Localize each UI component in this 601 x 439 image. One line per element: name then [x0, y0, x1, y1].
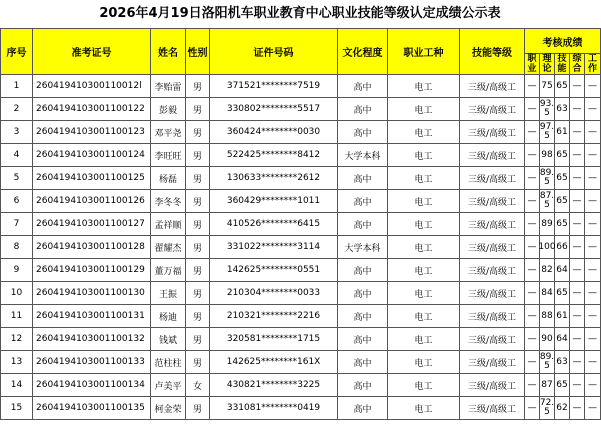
cell-skill: 65: [555, 75, 570, 98]
cell-theory-part: 100: [538, 241, 556, 252]
cell-gender: 男: [186, 167, 210, 190]
cell-name: 柯金荣: [151, 397, 186, 420]
cell-skill: 66: [555, 236, 570, 259]
header-skill-char: 能: [557, 64, 567, 74]
cell-theory-part: 72.: [539, 398, 555, 408]
table-row: [1, 259, 601, 282]
cell-id-no: 522425********8412: [210, 144, 338, 167]
cell-gender: 男: [186, 397, 210, 420]
cell-level: 三级/高级工: [460, 328, 525, 351]
cell-theory-part: 87: [541, 379, 553, 390]
cell-name: 李旺旺: [151, 144, 186, 167]
header-theory-char: 理: [542, 54, 552, 64]
cell-seq: 13: [1, 351, 33, 374]
cell-job: 电工: [388, 351, 460, 374]
cell-level: 三级/高级工: [460, 259, 525, 282]
cell-comprehensive: —: [570, 351, 585, 374]
cell-vocational: —: [525, 397, 540, 420]
cell-seq: 4: [1, 144, 33, 167]
cell-theory: [540, 282, 555, 305]
cell-id-no: 430821********3225: [210, 374, 338, 397]
cell-level: 三级/高级工: [460, 236, 525, 259]
cell-id-no: 371521********7519: [210, 75, 338, 98]
header-scores-group: 考核成绩: [525, 29, 601, 54]
cell-theory-part: 84: [541, 287, 553, 298]
cell-skill: 64: [555, 328, 570, 351]
cell-theory-part: 93.: [539, 99, 555, 109]
cell-theory: [540, 397, 555, 420]
cell-vocational: —: [525, 236, 540, 259]
cell-exam-no: 2604194103001100131: [33, 305, 151, 328]
cell-vocational: —: [525, 282, 540, 305]
cell-job: 电工: [388, 328, 460, 351]
cell-id-no: 210304********0033: [210, 282, 338, 305]
cell-gender: 男: [186, 351, 210, 374]
cell-education: 高中: [338, 397, 388, 420]
cell-gender: 男: [186, 98, 210, 121]
cell-work: —: [585, 374, 601, 397]
cell-skill: 65: [555, 213, 570, 236]
table-row: [1, 328, 601, 351]
cell-job: 电工: [388, 259, 460, 282]
table-body: [1, 75, 601, 420]
table-row: [1, 351, 601, 374]
cell-seq: 9: [1, 259, 33, 282]
header-theory: [540, 54, 555, 75]
cell-level: 三级/高级工: [460, 282, 525, 305]
cell-id-no: 360429********1011: [210, 190, 338, 213]
cell-name: 卢美平: [151, 374, 186, 397]
results-table: [0, 28, 601, 420]
cell-theory: [540, 259, 555, 282]
cell-vocational: —: [525, 213, 540, 236]
cell-id-no: 410526********6415: [210, 213, 338, 236]
cell-theory-part: 89.: [539, 352, 555, 362]
cell-education: 高中: [338, 213, 388, 236]
table-row: [1, 98, 601, 121]
table-row: [1, 144, 601, 167]
cell-vocational: —: [525, 144, 540, 167]
header-comprehensive: [570, 54, 585, 75]
cell-comprehensive: —: [570, 213, 585, 236]
cell-theory: [540, 121, 555, 144]
cell-comprehensive: —: [570, 144, 585, 167]
header-seq: 序号: [1, 29, 33, 75]
cell-level: 三级/高级工: [460, 213, 525, 236]
cell-exam-no: 2604194103001100126: [33, 190, 151, 213]
cell-comprehensive: —: [570, 282, 585, 305]
cell-vocational: —: [525, 351, 540, 374]
cell-gender: 男: [186, 190, 210, 213]
table-row: [1, 213, 601, 236]
cell-gender: 男: [186, 259, 210, 282]
cell-theory-part: 89: [541, 218, 553, 229]
cell-gender: 男: [186, 236, 210, 259]
cell-vocational: —: [525, 374, 540, 397]
cell-skill: 61: [555, 121, 570, 144]
header-skill-char: 技: [557, 54, 567, 64]
cell-skill: 62: [555, 397, 570, 420]
cell-seq: 12: [1, 328, 33, 351]
cell-vocational: —: [525, 75, 540, 98]
cell-skill: 61: [555, 305, 570, 328]
cell-seq: 2: [1, 98, 33, 121]
cell-vocational: —: [525, 98, 540, 121]
cell-education: 高中: [338, 75, 388, 98]
cell-theory-part: 87.: [539, 191, 555, 201]
cell-work: —: [585, 213, 601, 236]
cell-comprehensive: —: [570, 167, 585, 190]
header-education: 文化程度: [338, 29, 388, 75]
header-id-no: 证件号码: [210, 29, 338, 75]
cell-job: 电工: [388, 121, 460, 144]
cell-seq: 11: [1, 305, 33, 328]
cell-job: 电工: [388, 374, 460, 397]
cell-job: 电工: [388, 167, 460, 190]
header-vocational-char: 业: [527, 64, 537, 74]
cell-level: 三级/高级工: [460, 98, 525, 121]
cell-seq: 10: [1, 282, 33, 305]
cell-theory-part: 82: [541, 264, 553, 275]
cell-education: 高中: [338, 190, 388, 213]
cell-job: 电工: [388, 190, 460, 213]
cell-id-no: 142625********161X: [210, 351, 338, 374]
header-exam-no: 准考证号: [33, 29, 151, 75]
cell-name: 杨迪: [151, 305, 186, 328]
cell-theory: [540, 213, 555, 236]
cell-job: 电工: [388, 98, 460, 121]
cell-comprehensive: —: [570, 121, 585, 144]
cell-comprehensive: —: [570, 259, 585, 282]
cell-id-no: 130633********2612: [210, 167, 338, 190]
table-row: [1, 305, 601, 328]
cell-seq: 6: [1, 190, 33, 213]
cell-comprehensive: —: [570, 305, 585, 328]
cell-theory-part: 88: [541, 310, 553, 321]
table-row: [1, 75, 601, 98]
cell-vocational: —: [525, 259, 540, 282]
cell-work: —: [585, 328, 601, 351]
table-row: [1, 190, 601, 213]
cell-education: 大学本科: [338, 144, 388, 167]
cell-education: 高中: [338, 305, 388, 328]
cell-name: 彭毅: [151, 98, 186, 121]
cell-exam-no: 2604194103001100135: [33, 397, 151, 420]
cell-work: —: [585, 98, 601, 121]
cell-theory-part: 5: [544, 177, 550, 187]
cell-theory: [540, 236, 555, 259]
cell-level: 三级/高级工: [460, 75, 525, 98]
cell-exam-no: 2604194103001100134: [33, 374, 151, 397]
header-work: [585, 54, 601, 75]
cell-gender: 男: [186, 328, 210, 351]
cell-seq: 15: [1, 397, 33, 420]
cell-seq: 7: [1, 213, 33, 236]
cell-theory-part: 90: [541, 333, 553, 344]
cell-theory-part: 75: [541, 80, 553, 91]
header-vocational: [525, 54, 540, 75]
cell-gender: 男: [186, 121, 210, 144]
cell-theory: [540, 374, 555, 397]
cell-job: 电工: [388, 397, 460, 420]
cell-exam-no: 2604194103001100125: [33, 167, 151, 190]
cell-education: 高中: [338, 121, 388, 144]
header-name: 姓名: [151, 29, 186, 75]
header-comprehensive-char: 合: [572, 64, 582, 74]
cell-work: —: [585, 236, 601, 259]
cell-theory: [540, 75, 555, 98]
cell-name: 李冬冬: [151, 190, 186, 213]
cell-theory: [540, 190, 555, 213]
cell-theory-part: 5: [544, 407, 550, 417]
cell-work: —: [585, 121, 601, 144]
cell-theory-part: 97.: [539, 122, 555, 132]
header-comprehensive-char: 综: [572, 54, 582, 64]
cell-skill: 63: [555, 351, 570, 374]
cell-exam-no: 260419410300110012l: [33, 75, 151, 98]
cell-vocational: —: [525, 305, 540, 328]
cell-work: —: [585, 75, 601, 98]
cell-id-no: 210321********2216: [210, 305, 338, 328]
cell-level: 三级/高级工: [460, 397, 525, 420]
table-row: [1, 121, 601, 144]
cell-seq: 1: [1, 75, 33, 98]
cell-work: —: [585, 351, 601, 374]
cell-seq: 3: [1, 121, 33, 144]
cell-gender: 女: [186, 374, 210, 397]
cell-level: 三级/高级工: [460, 374, 525, 397]
cell-id-no: 142625********0551: [210, 259, 338, 282]
cell-work: —: [585, 190, 601, 213]
header-work-char: 作: [588, 64, 598, 74]
cell-work: —: [585, 305, 601, 328]
cell-level: 三级/高级工: [460, 167, 525, 190]
cell-name: 李贻雷: [151, 75, 186, 98]
cell-education: 高中: [338, 374, 388, 397]
table-row: [1, 236, 601, 259]
cell-skill: 64: [555, 259, 570, 282]
cell-comprehensive: —: [570, 328, 585, 351]
cell-vocational: —: [525, 167, 540, 190]
header-vocational-char: 职: [527, 54, 537, 64]
cell-exam-no: 2604194103001100123: [33, 121, 151, 144]
cell-exam-no: 2604194103001100130: [33, 282, 151, 305]
cell-theory: [540, 305, 555, 328]
cell-level: 三级/高级工: [460, 190, 525, 213]
cell-id-no: 360424********0030: [210, 121, 338, 144]
table-row: [1, 397, 601, 420]
cell-theory-part: 89.: [539, 168, 555, 178]
table-header: [1, 29, 601, 75]
cell-comprehensive: —: [570, 236, 585, 259]
cell-exam-no: 2604194103001100133: [33, 351, 151, 374]
cell-exam-no: 2604194103001100128: [33, 236, 151, 259]
cell-theory: [540, 328, 555, 351]
cell-gender: 男: [186, 213, 210, 236]
cell-theory-part: 5: [544, 108, 550, 118]
cell-skill: 65: [555, 144, 570, 167]
cell-name: 范柱柱: [151, 351, 186, 374]
header-job: 职业工种: [388, 29, 460, 75]
table-row: [1, 167, 601, 190]
cell-job: 电工: [388, 305, 460, 328]
cell-id-no: 330802********5517: [210, 98, 338, 121]
cell-skill: 65: [555, 167, 570, 190]
cell-exam-no: 2604194103001100124: [33, 144, 151, 167]
cell-job: 电工: [388, 282, 460, 305]
page-title: 2026年4月19日洛阳机车职业教育中心职业技能等级认定成绩公示表: [0, 0, 600, 28]
cell-level: 三级/高级工: [460, 121, 525, 144]
cell-work: —: [585, 397, 601, 420]
cell-education: 高中: [338, 167, 388, 190]
cell-comprehensive: —: [570, 397, 585, 420]
cell-comprehensive: —: [570, 98, 585, 121]
cell-theory-part: 5: [544, 131, 550, 141]
cell-gender: 男: [186, 305, 210, 328]
cell-job: 电工: [388, 75, 460, 98]
cell-education: 大学本科: [338, 236, 388, 259]
cell-skill: 65: [555, 374, 570, 397]
cell-theory-part: 5: [544, 200, 550, 210]
cell-theory-part: 5: [544, 361, 550, 371]
header-level: 技能等级: [460, 29, 525, 75]
cell-comprehensive: —: [570, 190, 585, 213]
cell-name: 孟祥顺: [151, 213, 186, 236]
cell-vocational: —: [525, 121, 540, 144]
cell-education: 高中: [338, 259, 388, 282]
cell-name: 董万福: [151, 259, 186, 282]
cell-id-no: 320581********1715: [210, 328, 338, 351]
cell-comprehensive: —: [570, 374, 585, 397]
table-row: [1, 282, 601, 305]
cell-vocational: —: [525, 328, 540, 351]
cell-education: 高中: [338, 328, 388, 351]
cell-comprehensive: —: [570, 75, 585, 98]
cell-gender: 男: [186, 75, 210, 98]
cell-exam-no: 2604194103001100132: [33, 328, 151, 351]
cell-skill: 65: [555, 282, 570, 305]
cell-name: 王振: [151, 282, 186, 305]
header-gender: 性别: [186, 29, 210, 75]
cell-job: 电工: [388, 213, 460, 236]
cell-theory-part: 98: [541, 149, 553, 160]
cell-skill: 63: [555, 98, 570, 121]
cell-job: 电工: [388, 236, 460, 259]
cell-seq: 14: [1, 374, 33, 397]
cell-id-no: 331022********3114: [210, 236, 338, 259]
cell-name: 翟耀杰: [151, 236, 186, 259]
cell-exam-no: 2604194103001100127: [33, 213, 151, 236]
cell-name: 钱斌: [151, 328, 186, 351]
cell-id-no: 331081********0419: [210, 397, 338, 420]
cell-gender: 男: [186, 144, 210, 167]
cell-gender: 男: [186, 282, 210, 305]
cell-work: —: [585, 259, 601, 282]
cell-seq: 5: [1, 167, 33, 190]
cell-theory: [540, 351, 555, 374]
cell-vocational: —: [525, 190, 540, 213]
table-row: [1, 374, 601, 397]
header-work-char: 工: [588, 54, 598, 64]
cell-job: 电工: [388, 144, 460, 167]
cell-theory: [540, 144, 555, 167]
cell-level: 三级/高级工: [460, 351, 525, 374]
cell-theory: [540, 98, 555, 121]
cell-work: —: [585, 282, 601, 305]
cell-education: 高中: [338, 351, 388, 374]
cell-exam-no: 2604194103001100122: [33, 98, 151, 121]
cell-seq: 8: [1, 236, 33, 259]
cell-education: 高中: [338, 282, 388, 305]
cell-work: —: [585, 167, 601, 190]
cell-skill: 65: [555, 190, 570, 213]
cell-name: 邓平尧: [151, 121, 186, 144]
cell-education: 高中: [338, 98, 388, 121]
cell-name: 杨磊: [151, 167, 186, 190]
header-theory-char: 论: [542, 64, 552, 74]
header-skill: [555, 54, 570, 75]
cell-level: 三级/高级工: [460, 305, 525, 328]
cell-level: 三级/高级工: [460, 144, 525, 167]
cell-work: —: [585, 144, 601, 167]
cell-exam-no: 2604194103001100129: [33, 259, 151, 282]
cell-theory: [540, 167, 555, 190]
